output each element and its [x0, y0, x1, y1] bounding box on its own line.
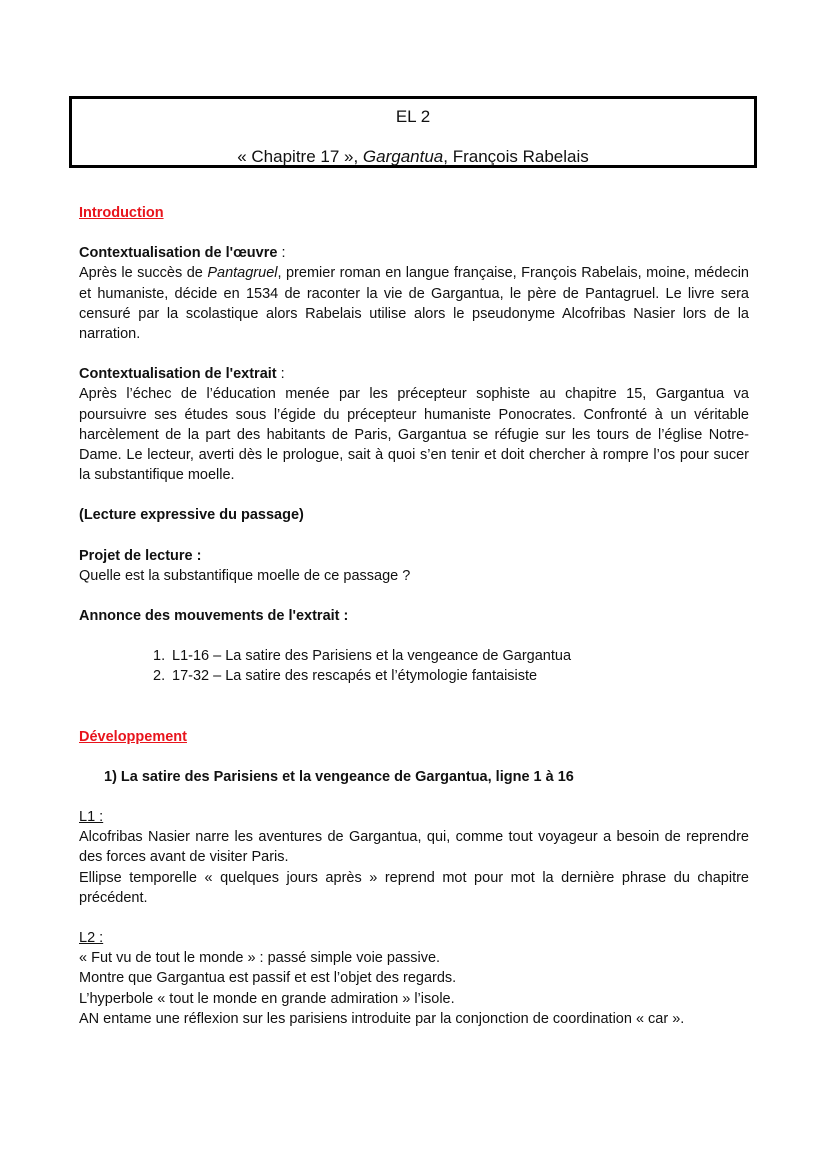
- L1-label: L1 :: [79, 809, 104, 826]
- annonce-label: Annonce des mouvements de l'extrait :: [79, 608, 349, 625]
- L1-line: Ellipse temporelle « quelques jours après » reprend mot pour mot la dernière phrase du chapitre précédent.: [79, 869, 749, 906]
- L2-line: L’hyperbole « tout le monde en grande admiration » l’isole.: [79, 990, 455, 1007]
- extrait-label-text: Contextualisation de l'extrait: [79, 366, 277, 383]
- list-item: [79, 646, 749, 666]
- document-code: EL 2: [395, 107, 431, 126]
- introduction-heading: Introduction: [79, 205, 164, 221]
- italic-title: Pantagruel: [207, 265, 278, 282]
- colon: :: [277, 245, 286, 262]
- oeuvre-paragraph: [79, 263, 749, 344]
- L1-line: Alcofribas Nasier narre les aventures de Gargantua, qui, comme tout voyageur a besoin de reprendre des forces avant de visiter Paris.: [79, 829, 749, 866]
- text: Après le succès de: [79, 265, 208, 282]
- chapter-label: « Chapitre 17 »,: [237, 147, 363, 166]
- L2-line: Montre que Gargantua est passif et est l’objet des regards.: [79, 970, 457, 987]
- text: , premier roman en langue française, François Rabelais, moine, médecin et humaniste, décide en 1534 de raconter la vie de Gargantua, le père de Pantagruel. Le livre sera censuré par la scolastique alors Rabelais utilise alors le pseudonyme Alcofribas Nasier lors de la narration.: [79, 265, 749, 343]
- mouvements-list: [79, 646, 749, 686]
- extrait-label: [79, 364, 749, 384]
- oeuvre-label-text: Contextualisation de l'œuvre: [79, 245, 278, 262]
- lecture-expressive: (Lecture expressive du passage): [79, 507, 304, 524]
- document-body: [79, 203, 749, 1029]
- colon: :: [276, 366, 285, 383]
- title-box: [69, 96, 757, 168]
- document-title: [72, 147, 754, 167]
- work-title: Gargantua: [362, 147, 444, 166]
- author: , François Rabelais: [443, 147, 589, 166]
- item-number: 1.: [153, 648, 166, 665]
- oeuvre-label: [79, 243, 749, 263]
- list-item: [79, 666, 749, 686]
- extrait-paragraph: Après l’échec de l’éducation menée par les précepteur sophiste au chapitre 15, Gargantua va poursuivre ses études sous l’égide du précepteur humaniste Ponocrates. Confronté à un véritable harcèlement de la part des habitants de Paris, Gargantua se réfugie sur les tours de l’église Notre-Dame. Le lecteur, averti dès le prologue, sait à quoi s’en tenir et doit chercher à rompre l’os pour sucer la substantifique moelle.: [79, 386, 749, 484]
- projet-label: Projet de lecture :: [79, 547, 202, 564]
- L2-label: L2 :: [79, 930, 104, 947]
- L2-line: AN entame une réflexion sur les parisiens introduite par la conjonction de coordination « car ».: [79, 1010, 685, 1027]
- item-text: L1-16 – La satire des Parisiens et la vengeance de Gargantua: [172, 648, 572, 665]
- L2-line: « Fut vu de tout le monde » : passé simple voie passive.: [79, 950, 441, 967]
- item-text: 17-32 – La satire des rescapés et l’étymologie fantaisiste: [172, 668, 538, 685]
- part1-title: 1) La satire des Parisiens et la vengeance de Gargantua, ligne 1 à 16: [104, 768, 574, 785]
- item-number: 2.: [153, 668, 166, 685]
- developpement-heading: Développement: [79, 728, 187, 745]
- projet-text: Quelle est la substantifique moelle de ce passage ?: [79, 567, 411, 584]
